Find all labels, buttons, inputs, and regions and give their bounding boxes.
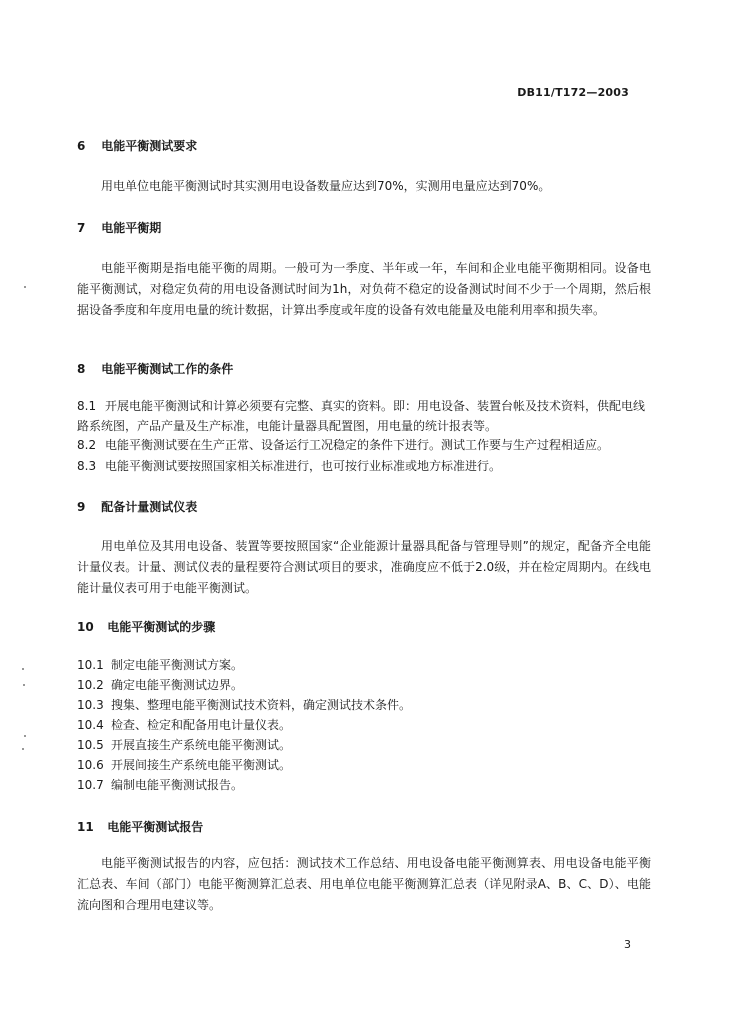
clause-number: 8.1 [77, 399, 97, 413]
step-10-3 [77, 695, 651, 715]
clause-text: 电能平衡测试要在生产正常、设备运行工况稳定的条件下进行。测试工作要与生产过程相适应。 [105, 438, 610, 452]
section-title: 电能平衡测试的步骤 [107, 620, 216, 634]
section-8-heading [77, 360, 233, 377]
step-10-6 [77, 755, 651, 775]
section-number: 10 [77, 620, 94, 634]
step-number: 10.6 [77, 758, 104, 772]
scan-speck [24, 286, 26, 288]
section-number: 9 [77, 500, 86, 514]
section-title: 配备计量测试仪表 [101, 500, 198, 514]
step-10-4 [77, 715, 651, 735]
scan-speck [22, 668, 24, 670]
step-number: 10.1 [77, 658, 104, 672]
clause-number: 8.2 [77, 438, 97, 452]
step-number: 10.5 [77, 738, 104, 752]
section-9-heading [77, 498, 197, 515]
step-10-2 [77, 675, 651, 695]
section-title: 电能平衡测试工作的条件 [101, 362, 234, 376]
step-number: 10.7 [77, 778, 104, 792]
section-6-body: 用电单位电能平衡测试时其实测用电设备数量应达到70%，实测用电量应达到70%。 [101, 179, 551, 193]
clause-8-3 [77, 456, 651, 476]
section-title: 电能平衡测试报告 [107, 820, 204, 834]
scan-speck [22, 748, 24, 750]
section-number: 8 [77, 362, 86, 376]
section-title: 电能平衡期 [101, 221, 162, 235]
section-title: 电能平衡测试要求 [101, 139, 198, 153]
section-9-body: 用电单位及其用电设备、装置等要按照国家“企业能源计量器具配备与管理导则”的规定，配备齐全电能计量仪表。计量、测试仪表的量程要符合测试项目的要求，准确度应不低于2.0级，并在检定周期内。在线电能计量仪表可用于电能平衡测试。 [77, 539, 651, 595]
step-text: 开展间接生产系统电能平衡测试。 [111, 758, 292, 772]
page-number: 3 [624, 938, 631, 951]
step-text: 编制电能平衡测试报告。 [111, 778, 244, 792]
section-11-heading [77, 818, 203, 835]
step-number: 10.4 [77, 718, 104, 732]
standard-code: DB11/T172—2003 [517, 86, 629, 99]
step-text: 检查、检定和配备用电计量仪表。 [111, 718, 292, 732]
step-number: 10.2 [77, 678, 104, 692]
section-10-heading [77, 618, 215, 635]
step-10-5 [77, 735, 651, 755]
scan-speck [23, 684, 25, 686]
scan-speck [24, 735, 26, 737]
section-7-body: 电能平衡期是指电能平衡的周期。一般可为一季度、半年或一年，车间和企业电能平衡期相同。设备电能平衡测试，对稳定负荷的用电设备测试时间为1h，对负荷不稳定的设备测试时间不少于一个周期，然后根据设备季度和年度用电量的统计数据，计算出季度或年度的设备有效电能量及电能利用率和损失率。 [77, 261, 651, 317]
step-10-1 [77, 655, 651, 675]
section-number: 11 [77, 820, 94, 834]
clause-8-1 [77, 396, 651, 436]
step-text: 开展直接生产系统电能平衡测试。 [111, 738, 292, 752]
section-number: 7 [77, 221, 86, 235]
step-number: 10.3 [77, 698, 104, 712]
step-text: 确定电能平衡测试边界。 [111, 678, 244, 692]
section-7-heading [77, 219, 161, 236]
step-10-7 [77, 775, 651, 795]
section-6-heading [77, 137, 197, 154]
clause-number: 8.3 [77, 459, 97, 473]
clause-text: 电能平衡测试要按照国家相关标准进行，也可按行业标准或地方标准进行。 [105, 459, 502, 473]
step-text: 制定电能平衡测试方案。 [111, 658, 244, 672]
step-text: 搜集、整理电能平衡测试技术资料，确定测试技术条件。 [111, 698, 412, 712]
section-number: 6 [77, 139, 86, 153]
section-11-body: 电能平衡测试报告的内容，应包括：测试技术工作总结、用电设备电能平衡测算表、用电设备电能平衡汇总表、车间（部门）电能平衡测算汇总表、用电单位电能平衡测算汇总表（详见附录A、B、C、D）、电能流向图和合理用电建议等。 [77, 856, 651, 912]
clause-8-2 [77, 435, 651, 455]
clause-text: 开展电能平衡测试和计算必须要有完整、真实的资料。即：用电设备、装置台帐及技术资料，供配电线路系统图，产品产量及生产标准，电能计量器具配置图，用电量的统计报表等。 [77, 399, 646, 433]
